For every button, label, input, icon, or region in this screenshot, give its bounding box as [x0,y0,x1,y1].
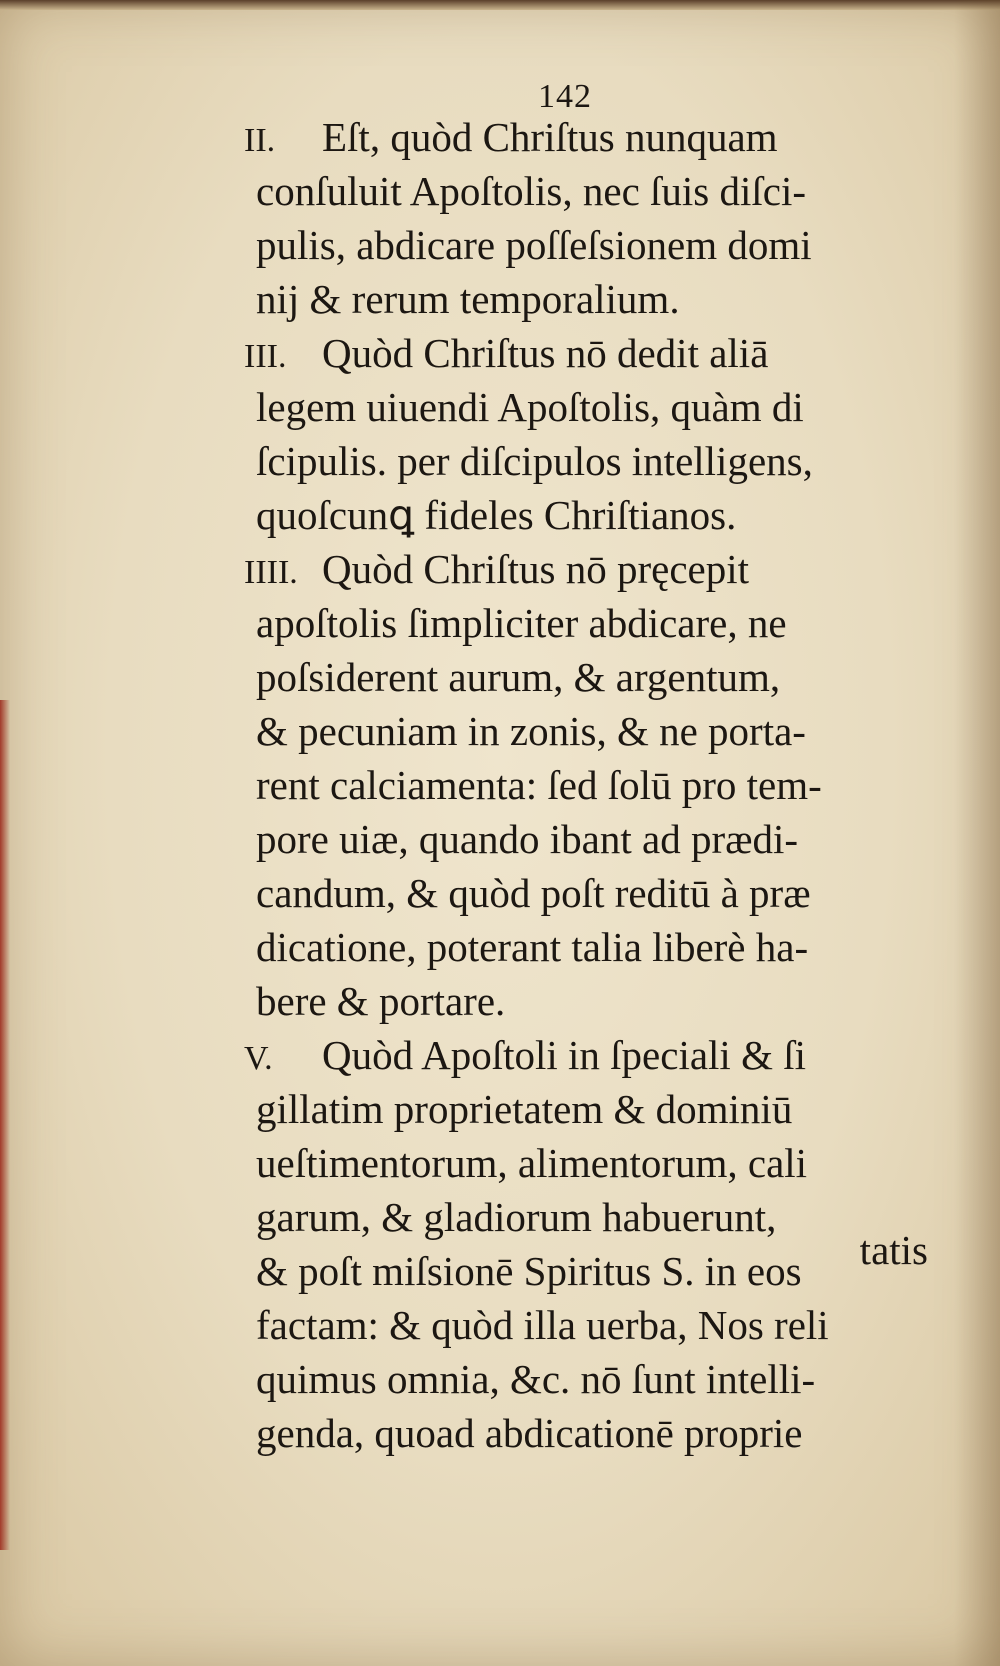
line-text: Quòd Chriſtus nō pręcepit [322,546,750,592]
line-text: pulis, abdicare poſſeſsionem domi [256,222,812,268]
article-numeral: III. [244,338,287,375]
article-numeral: IIII. [244,554,298,591]
line-text: Quòd Chriſtus nō dedit aliā [322,330,769,376]
text-line [256,1190,928,1244]
text-line [256,1406,928,1460]
text-block [244,110,928,1460]
text-line [256,434,928,488]
line-text: Eſt, quòd Chriſtus nunquam [322,114,778,160]
line-text: quimus omnia, &c. nō ſunt intelli- [256,1356,816,1402]
text-line [256,974,928,1028]
text-line [256,1136,928,1190]
text-line [256,1082,928,1136]
text-line [256,1298,928,1352]
article-numeral: II. [244,122,276,159]
text-line [256,920,928,974]
text-line [256,218,928,272]
line-text: garum, & gladiorum habuerunt, [256,1194,777,1240]
page-number: 142 [538,78,592,115]
text-line [256,1352,928,1406]
text-line [244,110,928,164]
text-line [244,542,928,596]
page-top-edge [0,0,1000,10]
line-text: pore uiæ, quando ibant ad prædi- [256,816,799,862]
line-text: legem uiuendi Apoſtolis, quàm di [256,384,804,430]
text-line [256,272,928,326]
line-text: ſcipulis. per diſcipulos intelligens, [256,438,813,484]
text-line [256,650,928,704]
text-line [256,1244,928,1298]
line-text: & poſt miſsionē Spiritus S. in eos [256,1248,802,1294]
text-line [256,380,928,434]
line-text: dicatione, poterant talia liberè ha- [256,924,809,970]
text-line [244,326,928,380]
line-text: Quòd Apoſtoli in ſpeciali & ſi [322,1032,806,1078]
text-line [256,866,928,920]
page-gutter-shadow [954,0,1000,1666]
line-text: apoſtolis ſimpliciter abdicare, ne [256,600,787,646]
line-text: nij & rerum temporalium. [256,276,680,322]
line-text: gillatim proprietatem & dominiū [256,1086,793,1132]
text-line [256,758,928,812]
line-text: factam: & quòd illa uerba, Nos reli [256,1302,829,1348]
line-text: & pecuniam in zonis, & ne porta- [256,708,806,754]
text-line [256,812,928,866]
line-text: poſsiderent aurum, & argentum, [256,654,781,700]
text-line [256,164,928,218]
text-line [256,596,928,650]
line-text: bere & portare. [256,978,506,1024]
line-text: conſuluit Apoſtolis, nec ſuis diſci- [256,168,807,214]
text-line [256,704,928,758]
line-text: ueſtimentorum, alimentorum, cali [256,1140,808,1186]
line-text: quoſcunꝗ fideles Chriſtianos. [256,492,737,538]
catchword: tatis [859,1227,928,1273]
text-line [244,1028,928,1082]
page-left-stain [0,700,10,1550]
text-line [256,488,928,542]
line-text: candum, & quòd poſt reditū à præ [256,870,811,916]
line-text: genda, quoad abdicationē proprie [256,1410,803,1456]
article-numeral: V. [244,1040,273,1077]
line-text: rent calciamenta: ſed ſolū pro tem- [256,762,822,808]
